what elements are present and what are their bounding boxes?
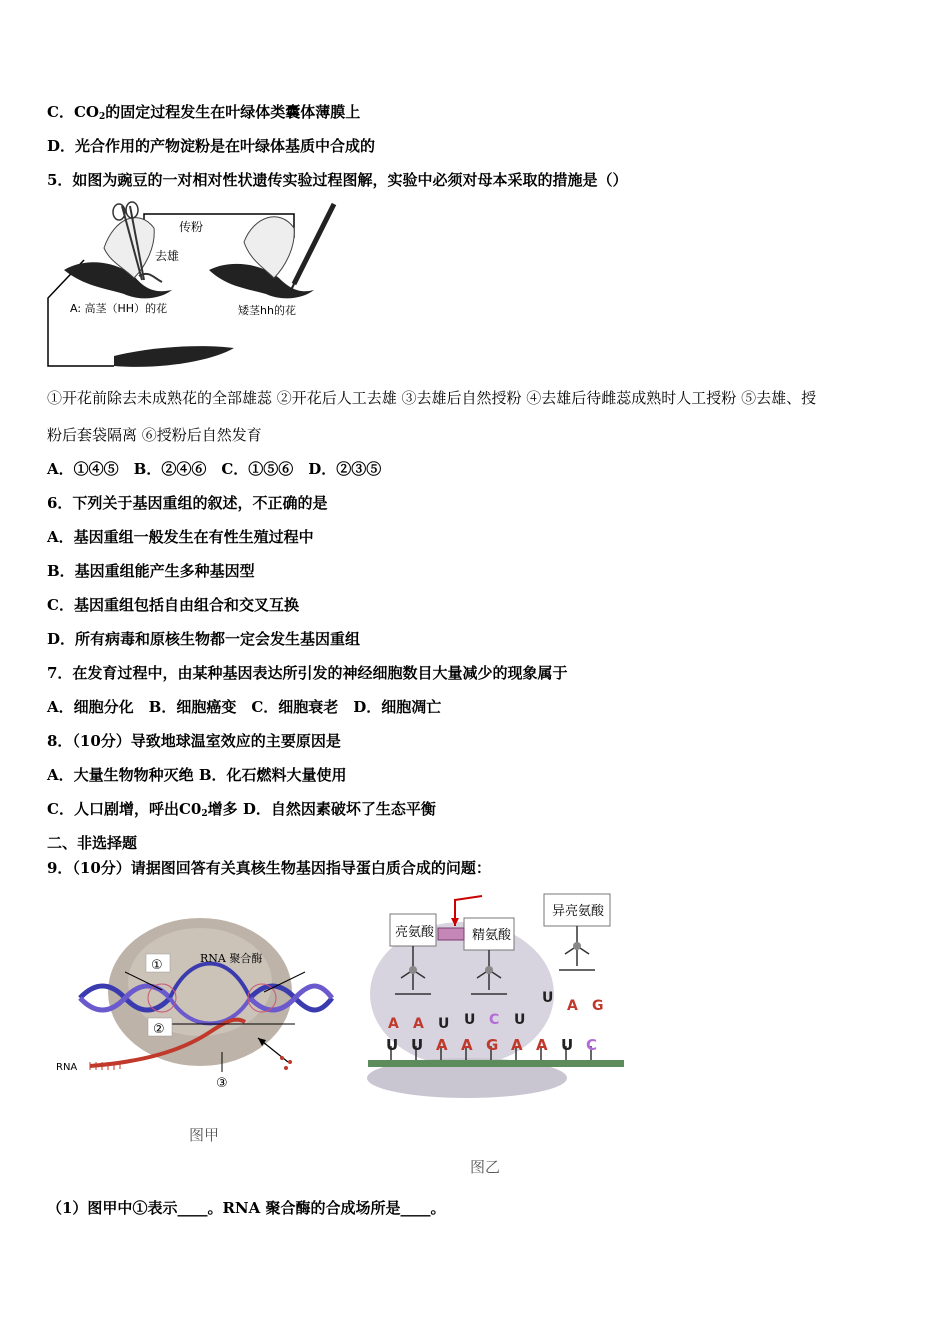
transcription-figure — [50, 912, 340, 1102]
mrna-base: A — [511, 1036, 523, 1054]
anticodon-base: U — [438, 1016, 450, 1032]
q6-option-b: B．基因重组能产生多种基因型 — [47, 562, 255, 580]
q7-stem: 7．在发育过程中，由某种基因表达所引发的神经细胞数目大量减少的现象属于 — [47, 664, 568, 682]
anticodon-base: U — [542, 990, 554, 1006]
mrna-strand — [368, 1060, 624, 1067]
q5-items-line1: ①开花前除去未成熟花的全部雄蕊 ②开花后人工去雄 ③去雄后自然授粉 ④去雄后待雌蕊成熟时人工授粉 ⑤去雄、授 — [47, 389, 817, 407]
figure-yi-caption: 图乙 — [470, 1158, 501, 1176]
q9-stem: 9．（10分）请据图回答有关真核生物基因指导蛋白质合成的问题： — [47, 859, 491, 877]
marker-1: ① — [151, 958, 163, 973]
q4-option-d: D．光合作用的产物淀粉是在叶绿体基质中合成的 — [47, 137, 376, 155]
q8-options-ab: A．大量生物物种灭绝 B．化石燃料大量使用 — [47, 766, 347, 784]
mrna-base: C — [586, 1036, 598, 1054]
q5-stem: 5．如图为豌豆的一对相对性状遗传实验过程图解，实验中必须对母本采取的措施是（） — [47, 171, 628, 189]
q6-option-a: A．基因重组一般发生在有性生殖过程中 — [47, 528, 314, 546]
q4-option-c: C．$CO_2$的固定过程发生在叶绿体类囊体薄膜上 — [47, 103, 361, 122]
q8-options-cd: C．人口剧增，呼出$C0_2$增多 D．自然因素破坏了生态平衡 — [47, 800, 436, 819]
dwarf-flower — [209, 217, 314, 299]
anticodon-base: U — [464, 1012, 476, 1028]
label-dwarf-flower: 矮茎hh的花 — [238, 304, 296, 317]
q5-options: A．①④⑤ B．②④⑥ C．①⑤⑥ D．②③⑤ — [47, 460, 382, 478]
anticodon-base: A — [388, 1016, 399, 1032]
anticodon-base: C — [489, 1012, 500, 1028]
q5-items-line2: 粉后套袋隔离 ⑥授粉后自然发育 — [47, 426, 262, 444]
section-heading: 二、非选择题 — [47, 834, 138, 852]
mrna-base: U — [411, 1036, 424, 1054]
q6-option-c: C．基因重组包括自由组合和交叉互换 — [47, 596, 299, 614]
marker-2: ② — [153, 1022, 165, 1037]
anticodon-base: G — [592, 998, 604, 1014]
aa-isoleucine: 异亮氨酸 — [552, 904, 605, 919]
pea-pollination-figure — [44, 198, 344, 374]
anticodon-base: A — [413, 1016, 424, 1032]
figure-jia-caption: 图甲 — [189, 1126, 220, 1144]
q9-subquestion-1: （1）图甲中①表示____。RNA 聚合酶的合成场所是____。 — [47, 1199, 446, 1217]
anticodon-base: U — [514, 1012, 526, 1028]
mrna-base: A — [536, 1036, 548, 1054]
q6-option-d: D．所有病毒和原核生物都一定会发生基因重组 — [47, 630, 361, 648]
anticodon-base: A — [567, 998, 578, 1014]
translation-figure — [362, 886, 632, 1106]
label-emasculate: 去雄 — [155, 249, 180, 263]
mrna-base: U — [561, 1036, 574, 1054]
mrna-base: A — [461, 1036, 473, 1054]
q8-stem: 8．（10分）导致地球温室效应的主要原因是 — [47, 732, 341, 750]
q6-stem: 6．下列关于基因重组的叙述，不正确的是 — [47, 494, 328, 512]
mrna-base: G — [486, 1036, 499, 1054]
brush-icon — [290, 204, 334, 292]
rna-polymerase-label: RNA 聚合酶 — [200, 952, 263, 965]
rna-label: RNA — [56, 1062, 78, 1073]
q7-options: A．细胞分化 B．细胞癌变 C．细胞衰老 D．细胞凋亡 — [47, 698, 442, 716]
marker-3: ③ — [216, 1076, 228, 1091]
peptide-bond — [438, 928, 464, 940]
label-tall-flower: A: 高茎（HH）的花 — [70, 302, 168, 315]
mrna-base: U — [386, 1036, 399, 1054]
aa-leucine: 亮氨酸 — [395, 925, 435, 940]
label-pollinate: 传粉 — [179, 220, 204, 234]
pea-pod-image — [114, 346, 234, 367]
aa-arginine: 精氨酸 — [472, 928, 512, 943]
mrna-base: A — [436, 1036, 448, 1054]
